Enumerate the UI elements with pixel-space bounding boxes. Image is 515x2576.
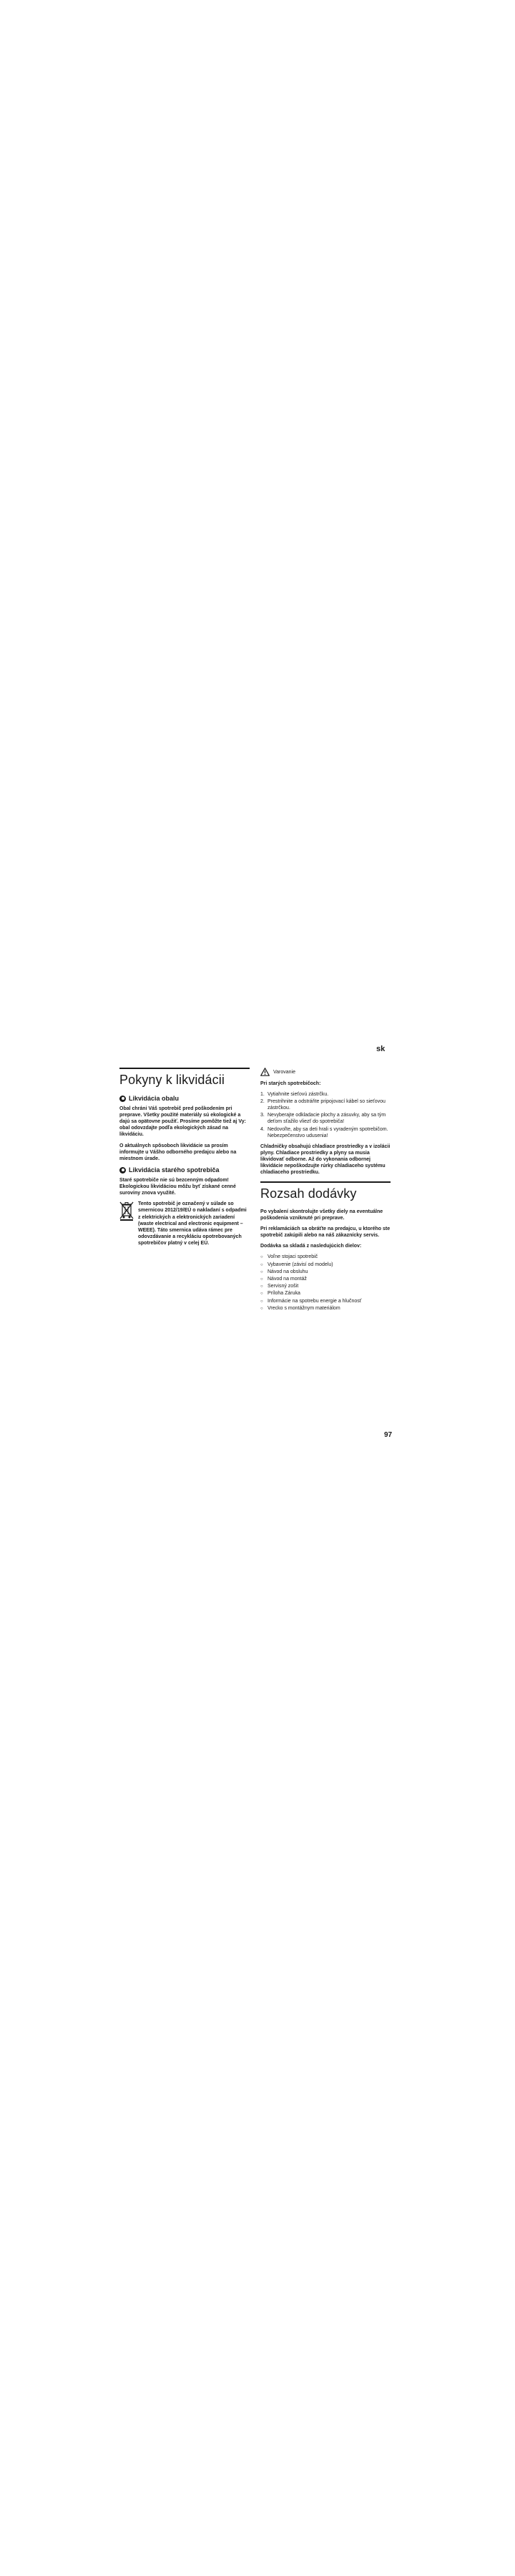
delivery-paragraph-3: Dodávka sa skladá z nasledujúcich dielov: bbox=[260, 1244, 362, 1249]
packaging-heading-text: Likvidácia obalu bbox=[129, 1094, 180, 1102]
warning-triangle-icon bbox=[260, 1068, 270, 1076]
list-item: 2. Prestrihnite a odstráňte pripojovací kábel so sieťovou zástrčkou. bbox=[260, 1099, 386, 1111]
packaging-info-paragraph: O aktuálnych spôsoboch likvidácie sa prosím informujte u Vášho odborného predajcu alebo na miestnom úrade. bbox=[119, 1143, 237, 1161]
weee-notice bbox=[119, 1201, 250, 1246]
list-item: 4. Nedovoľte, aby sa deti hrali s vyradeným spotrebičom. Nebezpečenstvo udusenia! bbox=[260, 1126, 388, 1138]
list-item: ○ Návod na obsluhu bbox=[260, 1269, 308, 1274]
list-item: ○ Servisný zošit bbox=[260, 1284, 299, 1289]
old-appliance-heading-text: Likvidácia starého spotrebiča bbox=[129, 1166, 220, 1174]
list-item: ○ Vybavenie (závisí od modelu) bbox=[260, 1262, 333, 1267]
warning-delivery-column bbox=[260, 1068, 391, 1312]
warning-steps bbox=[260, 1091, 391, 1139]
section-rule bbox=[119, 1068, 250, 1069]
warning-label: Varovanie bbox=[273, 1069, 296, 1075]
crossed-out-bin-icon bbox=[119, 1201, 134, 1221]
section-rule bbox=[260, 1181, 391, 1183]
delivery-paragraph-2: Pri reklamáciách sa obráťte na predajcu, u ktorého ste spotrebič zakúpili alebo na náš zákaznícky servis. bbox=[260, 1226, 391, 1239]
environment-icon bbox=[119, 1096, 126, 1102]
list-item: ○ Príloha Záruka bbox=[260, 1291, 300, 1297]
environment-icon bbox=[119, 1167, 126, 1174]
delivery-title: Rozsah dodávky bbox=[260, 1186, 357, 1201]
list-item: 1. Vytiahnite sieťovú zástrčku. bbox=[260, 1092, 329, 1098]
list-item: ○ Informácie na spotrebu energie a hlučnosť bbox=[260, 1298, 362, 1304]
page-number: 97 bbox=[384, 1431, 393, 1439]
refrigerant-paragraph: Chladničky obsahujú chladiace prostriedky a v izolácii plyny. Chladiace prostriedky a plyny sa musia likvidovať odborne. Až do vykonania odbornej likvidácie nepoškodzujte rúrky chladiaceho systému chladiaceho prostriedku. bbox=[260, 1143, 391, 1176]
disposal-title: Pokyny k likvidácii bbox=[119, 1073, 225, 1087]
packaging-heading bbox=[119, 1095, 250, 1103]
old-appliance-heading bbox=[119, 1166, 250, 1174]
weee-text: Tento spotrebič je označený v súlade so smernicou 2012/19/EÚ o nakladaní s odpadmi z elektrických a elektronických zariadení (waste electrical and electronic equipment – WEEE). Táto smernica udáva rámec pre odovzdávanie a recykláciu opotrebovaných spotrebičov platný v celej EÚ. bbox=[138, 1201, 247, 1246]
warning-intro: Pri starých spotrebičoch: bbox=[260, 1081, 321, 1086]
list-item: ○ Voľne stojaci spotrebič bbox=[260, 1254, 318, 1260]
delivery-paragraph-1: Po vybalení skontrolujte všetky diely na eventuálne poškodenia vzniknuté pri preprave. bbox=[260, 1209, 383, 1221]
delivery-items bbox=[260, 1254, 391, 1312]
warning-header bbox=[260, 1068, 391, 1076]
list-item: ○ Návod na montáž bbox=[260, 1277, 307, 1282]
old-appliance-paragraph: Staré spotrebiče nie sú bezcenným odpadom! Ekologickou likvidáciou môžu byť získané cenné suroviny znova využité. bbox=[119, 1178, 236, 1196]
list-item: ○ Vrecko s montážnym materiálom bbox=[260, 1305, 340, 1311]
page-language-tag: sk bbox=[376, 1045, 386, 1053]
packaging-paragraph: Obal chráni Váš spotrebič pred poškodením pri preprave. Všetky použité materiály sú ekologické a dajú sa opätovne použiť. Prosíme pomôžte tiež aj Vy: obal odovzdajte podľa ekologických zásad na likvidáciu. bbox=[119, 1106, 246, 1138]
list-item: 3. Nevyberajte odkladacie plochy a zásuvky, aby sa tým deťom sťažilo vliezť do spotrebiča! bbox=[260, 1113, 386, 1125]
disposal-column bbox=[119, 1068, 250, 1246]
